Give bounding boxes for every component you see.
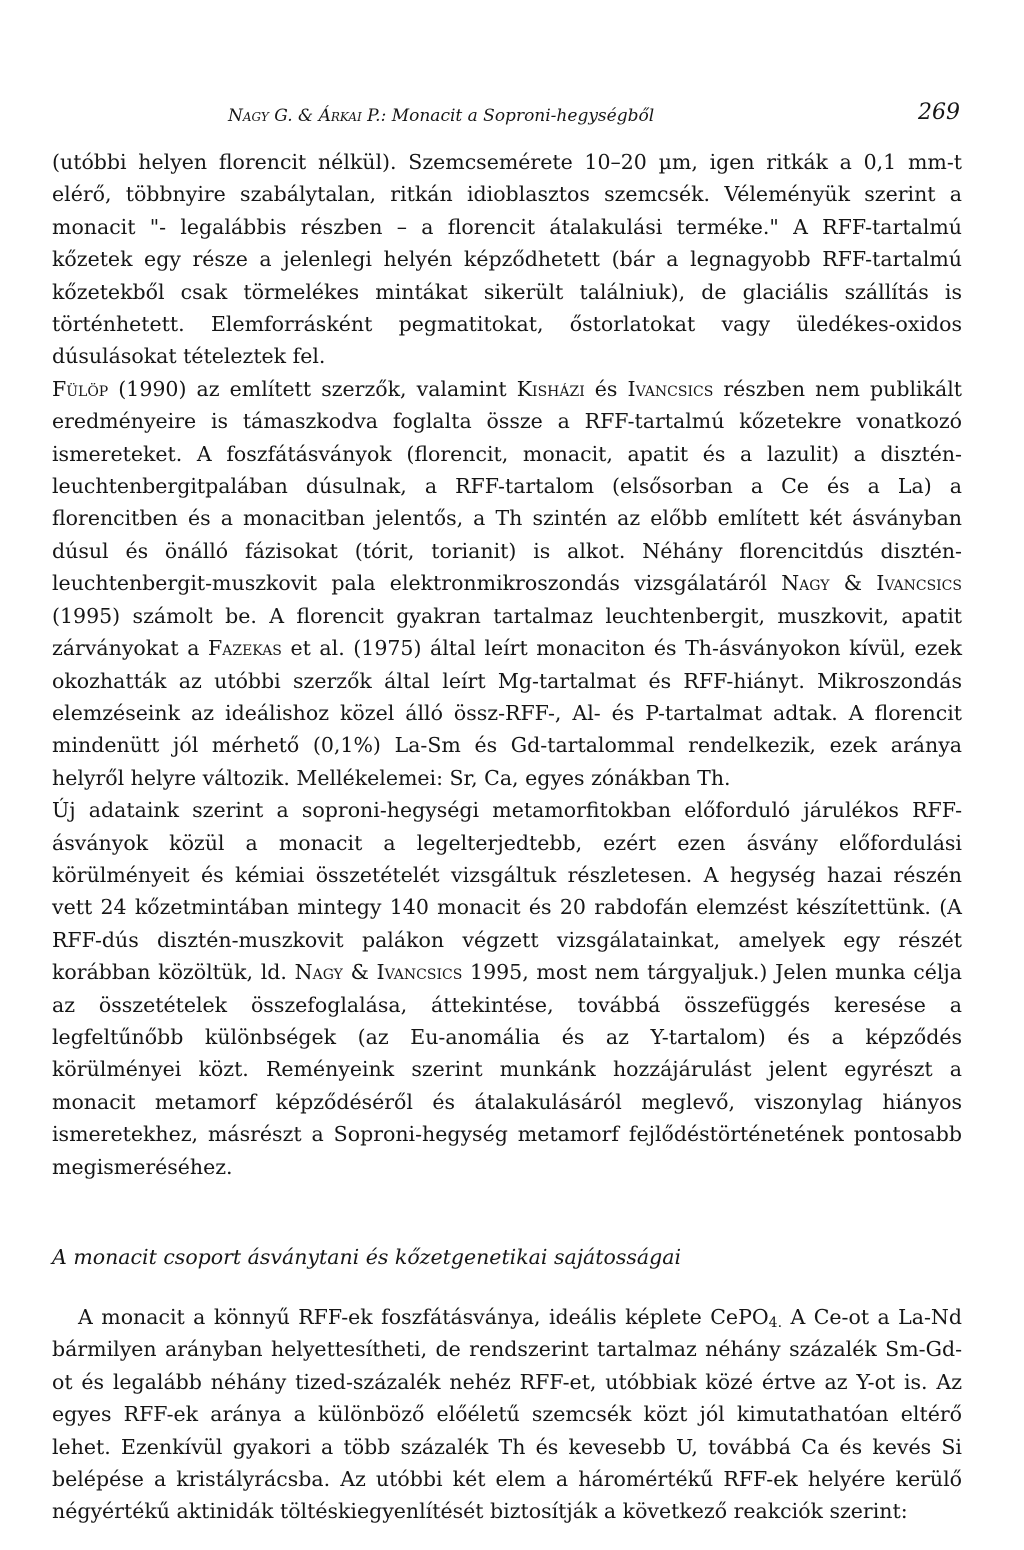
running-head-title (228, 106, 654, 126)
article-short-title: Monacit a Soproni-hegységből (391, 106, 655, 126)
paragraph-2 (52, 373, 962, 794)
paragraph-text: & (342, 960, 377, 985)
citation-author: Ivancsics (376, 960, 463, 985)
author-2-initial: P.: (361, 106, 392, 126)
section-heading: A monacit csoport ásványtani és kőzetgenetikai sajátosságai (52, 1245, 682, 1269)
paragraph-text: A monacit a könnyű RFF-ek foszfátásványa, ideális képlete CePO (78, 1305, 769, 1329)
section-body (52, 1301, 962, 1528)
citation-author: Nagy (781, 571, 830, 596)
citation-author: Fazekas (208, 636, 282, 661)
paragraph-text: (1990) az említett szerzők, valamint (108, 376, 517, 401)
citation-author: Ivancsics (627, 376, 714, 401)
paragraph-text: Új adataink szerint a soproni-hegységi metamorfitokban előforduló járulékos RFF-ásványok közül a monacit a legelterjedtebb, ezért ezen ásvány előfordulási körülményeit és kémiai összetételét vizsgáltuk részletesen. A hegység hazai részén vett 24 kőzetmintában mintegy 140 monacit és 20 rabdofán elemzést készítettünk. (A RFF-dús disztén-muszkovit palákon végzett vizsgálatainkat, amelyek egy részét korábban közöltük, ld. (52, 798, 962, 985)
page (52, 94, 962, 1528)
paragraph-text: & (829, 571, 877, 596)
paragraph-1-text: (utóbbi helyen florencit nélkül). Szemcsemérete 10–20 µm, igen ritkák a 0,1 mm-t elérő, többnyire szabálytalan, ritkán idioblasztos szemcsék. Véleményük szerint a monacit "- legalábbis részben – a florencit átalakulási terméke." A RFF-tartalmú kőzetek egy része a jelenlegi helyén képződhetett (bár a legnagyobb RFF-tartalmú kőzetekből csak törmelékes mintákat sikerült találniuk), de glaciális szállítás is történhetett. Elemforrásként pegmatitokat, őstorlatokat vagy üledékes-oxidos dúsulásokat tételeztek fel. (52, 150, 962, 369)
formula-subscript: 4. (768, 1315, 783, 1331)
paragraph-text: (1995) számolt be. A florencit gyakran tartalmaz leuchtenbergit, muszkovit, apatit zárványokat a (52, 603, 962, 661)
paragraph-text: 1995, most nem tárgyaljuk.) Jelen munka célja az összetételek összefoglalása, áttekintése, továbbá összefüggés keresése a legfeltűnőbb különbségek (az Eu-anomália és az Y-tartalom) és a képződés körülményei közt. Reményeink szerint munkánk hozzájárulást jelent egyrészt a monacit metamorf képződéséről és átalakulásáról meglevő, viszonylag hiányos ismeretekhez, másrészt a Soproni-hegység metamorf fejlődéstörténetének pontosabb megismeréséhez. (52, 960, 962, 1179)
body-text (52, 146, 962, 1183)
author-1: Nagy (228, 106, 269, 126)
paragraph-3 (52, 794, 962, 1183)
citation-author: Fülöp (52, 376, 109, 401)
paragraph-text: és (584, 376, 628, 401)
author-2: Árkai (318, 106, 362, 126)
paragraph-text: et al. (1975) által leírt monaciton és Th-ásványokon kívül, ezek okozhatták az utóbbi szerzők által leírt Mg-tartalmat és RFF-hiányt. Mikroszondás elemzéseink az ideálishoz közel álló össz-RFF-, Al- és P-tartalmat adtak. A florencit mindenütt jól mérhető (0,1%) La-Sm és Gd-tartalommal rendelkezik, ezek aránya helyről helyre változik. Mellékelemei: Sr, Ca, egyes zónákban Th. (52, 636, 963, 790)
citation-author: Ivancsics (876, 571, 962, 596)
running-head (52, 94, 962, 134)
paragraph-text: A Ce-ot a La-Nd bármilyen arányban helyettesítheti, de rendszerint tartalmaz néhány százalék Sm-Gd-ot és legalább néhány tized-százalék nehéz RFF-et, utóbbiak közé értve az Y-ot is. Az egyes RFF-ek aránya a különböző előéletű szemcsék közt jól kimutathatóan eltérő lehet. Ezenkívül gyakori a több százalék Th és kevesebb U, továbbá Ca és kevés Si belépése a kristályrácsba. Az utóbbi két elem a háromértékű RFF-ek helyére kerülő négyértékű aktinidák töltéskiegyenlítését biztosítják a következő reakciók szerint: (52, 1305, 962, 1524)
citation-author: Kisházi (516, 376, 585, 401)
paragraph-text: részben nem publikált eredményeire is támaszkodva foglalta össze a RFF-tartalmú kőzetekre vonatkozó ismereteket. A foszfátásványok (florencit, monacit, apatit és a lazulit) a disztén-leuchtenbergitpalában dúsulnak, a RFF-tartalom (elsősorban a Ce és a La) a florencitben és a monacitban jelentős, a Th szintén az előbb említett két ásványban dúsul és önálló fázisokat (tórit, torianit) is alkot. Néhány florencitdús disztén-leuchtenbergit-muszkovit pala elektronmikroszondás vizsgálatáról (52, 376, 962, 596)
paragraph-1 (52, 146, 962, 373)
paragraph-4 (52, 1301, 962, 1528)
citation-author: Nagy (294, 960, 343, 985)
author-1-initial: G. & (268, 106, 319, 126)
page-number: 269 (918, 100, 960, 125)
